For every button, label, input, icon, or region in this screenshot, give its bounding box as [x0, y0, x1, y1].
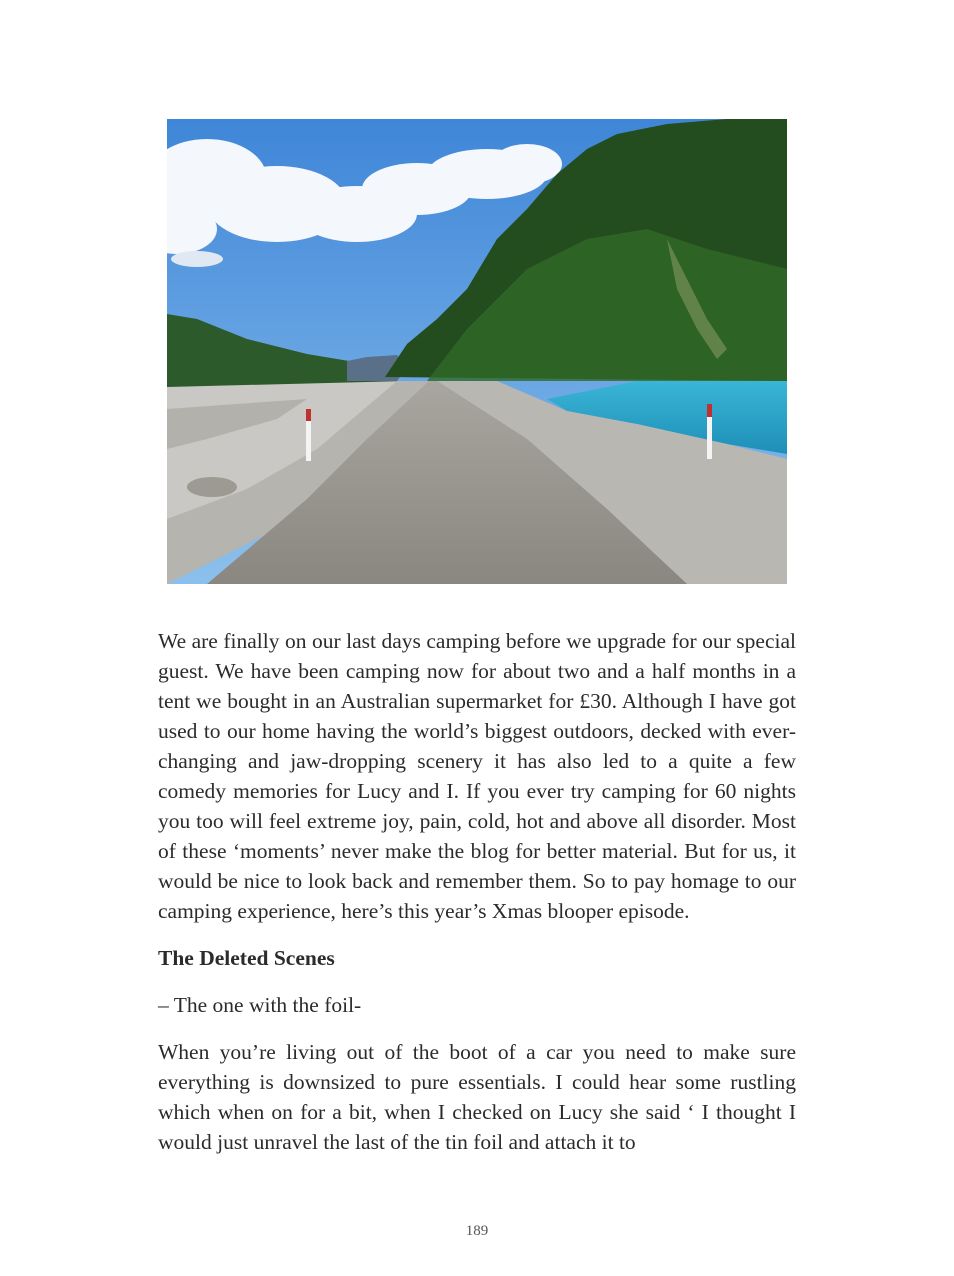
page-number: 189	[465, 1223, 489, 1239]
section-subheading: – The one with the foil-	[158, 993, 362, 1017]
paragraph: We are finally on our last days camping before we upgrade for our special guest. We have been camping now for about two and a half months in a tent we bought in an Australian supermarket for £30. Although I have got used to our home having the world’s biggest outdoors, decked with ever-changing and jaw-dropping scenery it has also led to a quite a few comedy memories for Lucy and I. If you ever try camping for 60 nights you too will feel extreme joy, pain, cold, hot and above all disorder. Most of these ‘moments’ never make the blog for better material. But for us, it would be nice to look back and remember them. So to pay homage to our camping experience, here’s this year’s Xmas blooper episode.	[158, 629, 796, 923]
landscape-photo	[167, 119, 787, 584]
body-text	[158, 626, 796, 1174]
section-heading: The Deleted Scenes	[158, 946, 335, 970]
paragraph: When you’re living out of the boot of a car you need to make sure everything is downsized to pure essentials. I could hear some rustling which when on for a bit, when I checked on Lucy she said ‘ I thought I would just unravel the last of the tin foil and attach it to	[158, 1040, 796, 1154]
